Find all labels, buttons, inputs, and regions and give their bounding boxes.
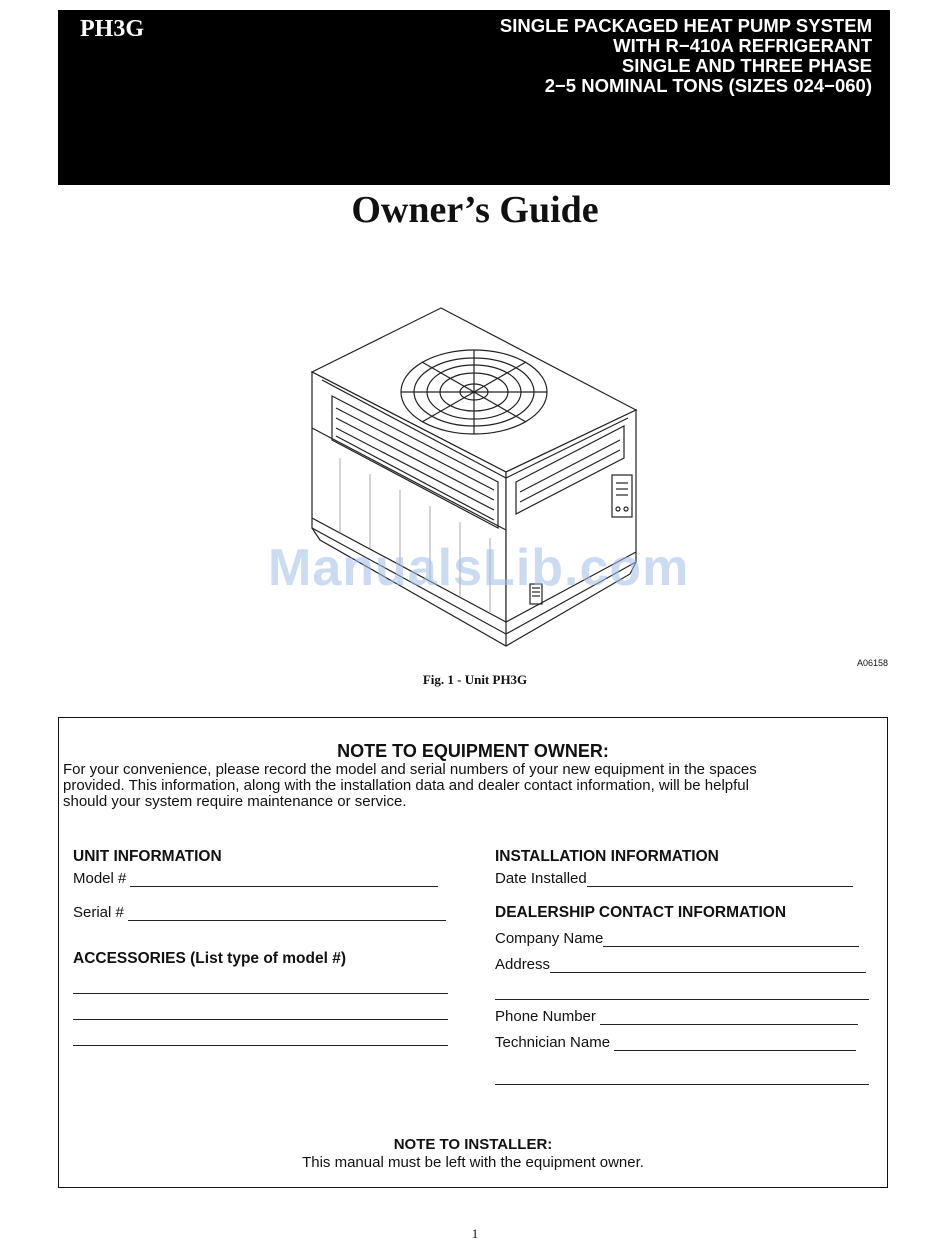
model-field <box>73 870 438 887</box>
dealership-heading: DEALERSHIP CONTACT INFORMATION <box>495 904 787 921</box>
phone-number-label: Phone Number <box>495 1008 596 1025</box>
serial-label: Serial # <box>73 904 124 921</box>
model-name: PH3G <box>80 16 144 42</box>
note-line: provided. This information, along with the installation data and dealer contact information, will be helpful <box>63 777 749 794</box>
serial-field <box>73 904 446 921</box>
technician-name-blank[interactable] <box>614 1035 856 1051</box>
installer-note-title: NOTE TO INSTALLER: <box>393 1136 553 1153</box>
header-line: WITH R−410A REFRIGERANT <box>613 35 872 56</box>
company-name-label: Company Name <box>495 930 604 947</box>
page-title: Owner’s Guide <box>351 189 599 231</box>
model-label: Model # <box>73 870 127 887</box>
header-description <box>500 16 872 96</box>
installation-heading: INSTALLATION INFORMATION <box>495 848 719 865</box>
accessory-blank[interactable] <box>73 1045 448 1046</box>
company-name-field <box>495 930 859 947</box>
figure-code: A06158 <box>857 658 889 668</box>
page-number: 1 <box>471 1226 479 1241</box>
technician-blank-2[interactable] <box>495 1084 869 1085</box>
installer-note-text: This manual must be left with the equipment owner. <box>302 1154 644 1171</box>
date-installed-label: Date Installed <box>495 870 587 887</box>
address-field <box>495 956 866 973</box>
note-line: For your convenience, please record the model and serial numbers of your new equipment in the spaces <box>63 761 757 778</box>
header-line: SINGLE PACKAGED HEAT PUMP SYSTEM <box>499 15 872 36</box>
address-label: Address <box>495 956 551 973</box>
technician-name-field <box>495 1034 856 1051</box>
header-line: SINGLE AND THREE PHASE <box>621 55 872 76</box>
accessory-blank[interactable] <box>73 993 448 994</box>
technician-name-label: Technician Name <box>495 1034 611 1051</box>
model-blank[interactable] <box>130 871 438 887</box>
owner-note-box <box>58 717 888 1188</box>
phone-number-blank[interactable] <box>600 1009 858 1025</box>
date-installed-blank[interactable] <box>587 871 853 887</box>
header-banner <box>58 10 890 185</box>
watermark: ManualsLib.com <box>268 539 690 597</box>
note-title: NOTE TO EQUIPMENT OWNER: <box>337 741 609 761</box>
company-name-blank[interactable] <box>603 931 859 947</box>
accessories-heading: ACCESSORIES (List type of model #) <box>73 950 347 967</box>
unit-illustration <box>300 300 650 665</box>
serial-blank[interactable] <box>128 905 446 921</box>
unit-info-heading: UNIT INFORMATION <box>73 848 222 865</box>
figure-caption: Fig. 1 - Unit PH3G <box>422 672 528 687</box>
address-blank[interactable] <box>550 957 866 973</box>
header-line: 2−5 NOMINAL TONS (SIZES 024−060) <box>544 75 872 96</box>
date-installed-field <box>495 870 853 887</box>
note-text <box>63 762 863 810</box>
accessory-blank[interactable] <box>73 1019 448 1020</box>
phone-number-field <box>495 1008 858 1025</box>
address-blank-2[interactable] <box>495 999 869 1000</box>
note-line: should your system require maintenance or service. <box>63 793 407 810</box>
